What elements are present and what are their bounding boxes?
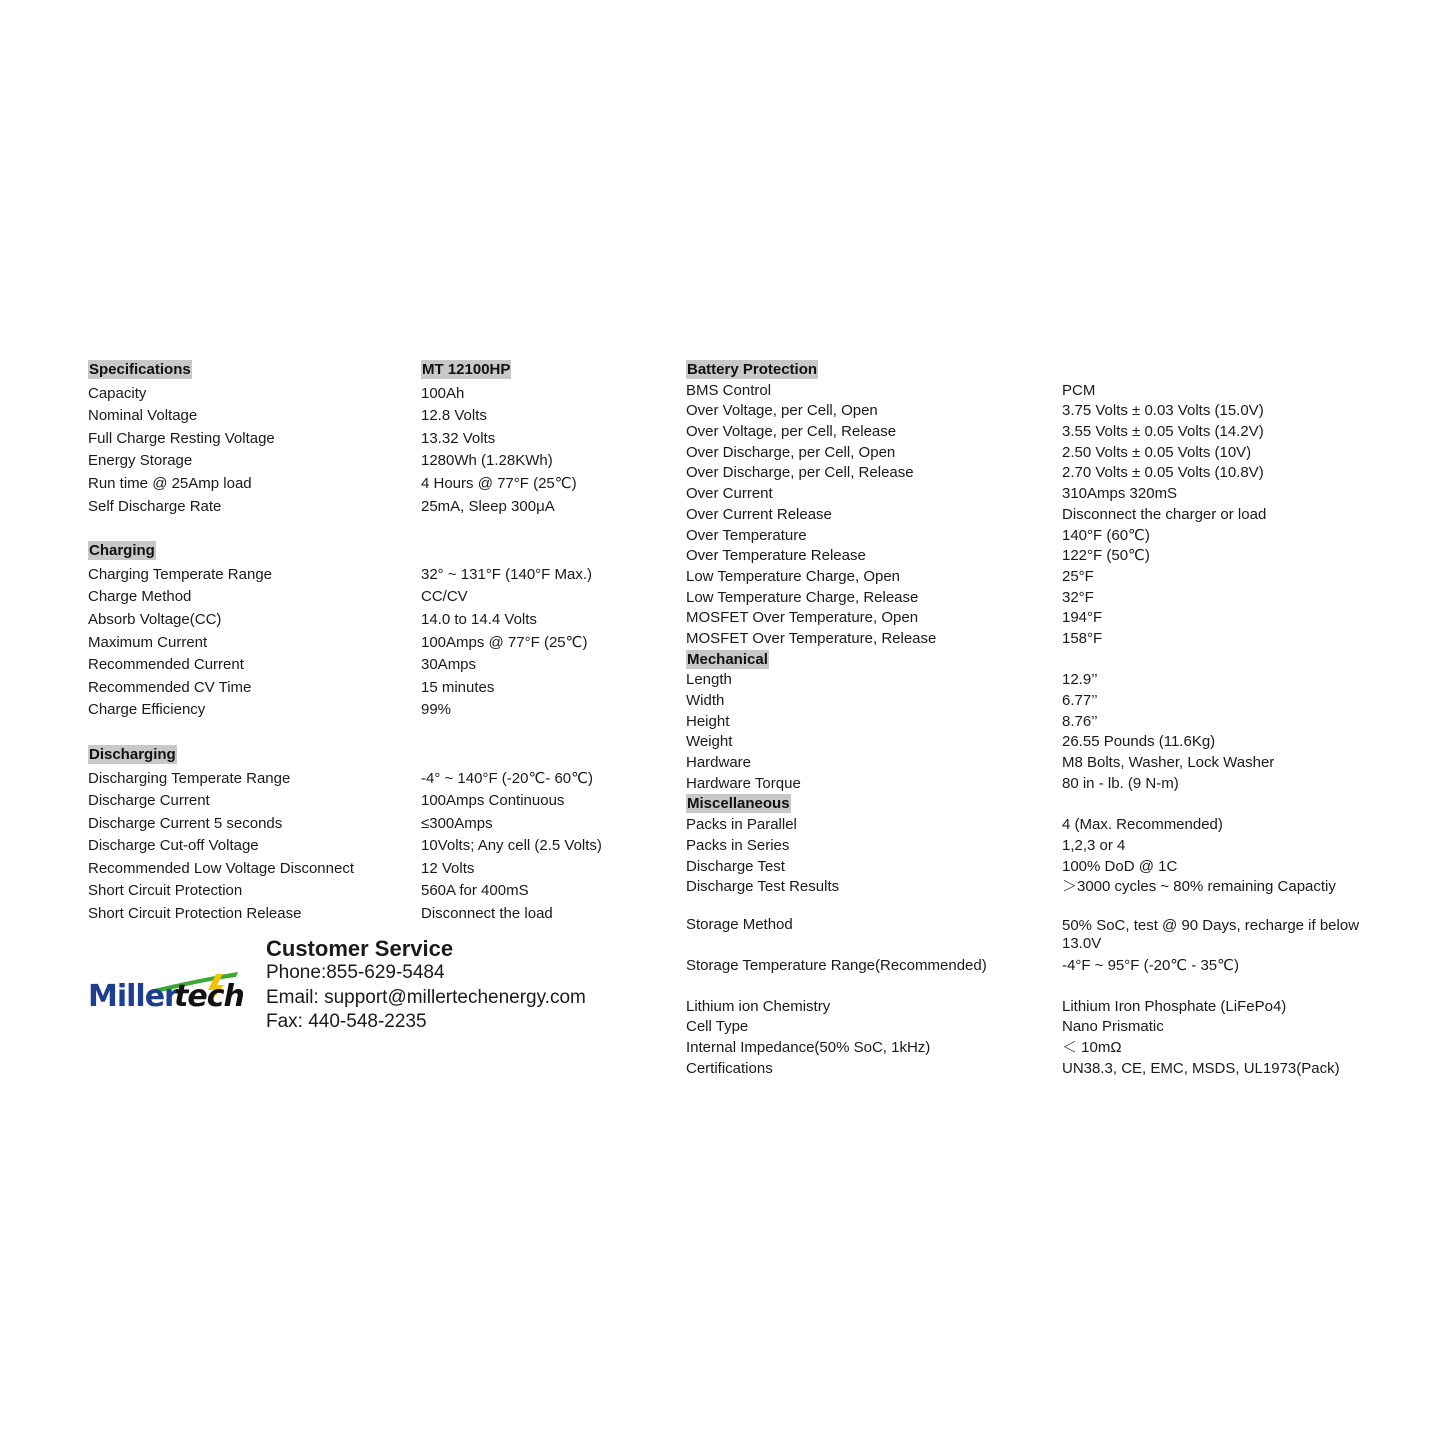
spec-row [686,381,1386,402]
spec-label: Over Discharge, per Cell, Open [686,443,896,461]
spec-label: Discharge Current 5 seconds [88,814,283,832]
battery-protection-header [686,360,1386,381]
spec-label: Weight [686,733,733,751]
logo-graphic [88,968,243,1016]
spec-label: Discharge Current [88,792,210,810]
charging-rows [88,564,648,722]
charging-header [88,541,648,564]
spec-value: 1280Wh (1.28KWh) [421,452,553,470]
customer-service-block [266,936,586,1035]
spec-row [88,632,648,655]
spec-value: 50% SoC, test @ 90 Days, recharge if below 13.0V [1062,916,1360,952]
logo-text-tech: tech [174,979,243,1014]
spec-value: 6.77’’ [1062,692,1098,709]
spec-row [88,835,648,858]
spec-value: Disconnect the load [421,905,553,923]
spec-row [88,790,648,813]
spec-value: ＜ 10mΩ [1062,1038,1122,1056]
millertech-logo [88,968,243,1016]
spec-row [88,586,648,609]
spec-row [88,677,648,700]
spec-value: 26.55 Pounds (11.6Kg) [1062,733,1216,751]
spec-row [686,915,1386,956]
spec-value: 100Ah [421,384,465,402]
spec-row [686,401,1386,422]
spec-row [686,670,1386,691]
spec-value: ＞3000 cycles ~ 80% remaining Capactiy [1062,878,1336,896]
spec-label: Over Temperature Release [686,547,866,565]
spec-value: 12.9’’ [1062,671,1098,689]
spec-row [88,699,648,722]
spec-label: Packs in Series [686,836,790,854]
mechanical-header [686,650,1386,671]
customer-service-phone: Phone:855-629-5484 [266,962,445,983]
spec-label: Hardware Torque [686,774,801,792]
spec-value: 100% DoD @ 1C [1062,857,1178,875]
spec-label: Discharge Cut-off Voltage [88,837,259,855]
mechanical-rows [686,670,1386,794]
spec-label: Over Discharge, per Cell, Release [686,464,914,482]
spec-label: Short Circuit Protection [88,882,243,900]
spec-row [88,564,648,587]
spec-row [686,629,1386,650]
spec-row [686,443,1386,464]
spec-row [88,496,648,519]
spec-row [88,654,648,677]
spec-value: UN38.3, CE, EMC, MSDS, UL1973(Pack) [1062,1059,1340,1077]
spec-label: Hardware [686,754,752,772]
miscellaneous-heading: Miscellaneous [687,795,790,813]
spec-label: Storage Method [686,915,793,933]
spec-label: Height [686,712,730,730]
spec-value: -4° ~ 140°F (-20℃- 60℃) [421,769,593,787]
spec-value: 25mA, Sleep 300μA [421,497,555,515]
spec-value: 158°F [1062,629,1103,647]
spec-label: Certifications [686,1059,773,1077]
spec-label: MOSFET Over Temperature, Release [686,629,937,647]
spec-value: -4°F ~ 95°F (-20℃ - 35℃) [1062,956,1239,974]
spec-value: 32° ~ 131°F (140°F Max.) [421,565,592,583]
spec-value: 2.50 Volts ± 0.05 Volts (10V) [1062,443,1252,461]
spec-row [686,997,1386,1018]
spec-value: 30Amps [421,656,477,674]
spec-label: Length [686,671,732,689]
spec-value: 15 minutes [421,678,495,696]
spec-value: 4 Hours @ 77°F (25℃) [421,474,577,492]
spec-row [686,877,1386,898]
spec-value: Disconnect the charger or load [1062,505,1267,523]
spec-value: 1,2,3 or 4 [1062,836,1126,854]
spec-label: Width [686,692,725,709]
spec-label: Lithium ion Chemistry [686,997,831,1015]
spec-label: Low Temperature Charge, Release [686,588,919,606]
model-heading: MT 12100HP [422,361,511,378]
spec-row [88,473,648,496]
spec-row [686,815,1386,836]
spec-value: 25°F [1062,567,1094,585]
spec-value: 14.0 to 14.4 Volts [421,610,537,628]
spec-value: 13.32 Volts [421,429,496,447]
right-spec-column [686,360,1386,1079]
spec-label: Recommended CV Time [88,678,252,696]
spec-value: 12 Volts [421,859,475,877]
spec-value: ≤300Amps [421,814,493,832]
spec-row [88,880,648,903]
spec-label: Over Voltage, per Cell, Release [686,423,897,441]
spec-value: 2.70 Volts ± 0.05 Volts (10.8V) [1062,464,1264,482]
spec-label: Packs in Parallel [686,816,797,834]
spec-value: 3.55 Volts ± 0.05 Volts (14.2V) [1062,423,1264,441]
spec-label: MOSFET Over Temperature, Open [686,609,919,627]
customer-service-fax: Fax: 440-548-2235 [266,1011,427,1032]
spec-label: Run time @ 25Amp load [88,474,252,492]
spec-label: Short Circuit Protection Release [88,905,302,923]
left-spec-column [88,360,648,926]
spec-label: Capacity [88,384,147,402]
spec-row [686,608,1386,629]
spec-value: 99% [421,701,452,719]
logo-text-miller: Miller [88,979,178,1014]
spec-value: 8.76’’ [1062,712,1098,730]
spec-row [686,753,1386,774]
spec-row [686,857,1386,878]
spec-value: 80 in - lb. (9 N-m) [1062,774,1179,792]
mechanical-heading: Mechanical [687,650,768,668]
spec-label: Over Voltage, per Cell, Open [686,402,878,420]
battery-protection-heading: Battery Protection [687,361,818,378]
spec-label: Discharge Test Results [686,878,840,896]
spec-value: 3.75 Volts ± 0.03 Volts (15.0V) [1062,402,1264,420]
spec-value: 32°F [1062,588,1094,606]
discharging-heading: Discharging [89,745,176,763]
spec-label: Discharge Test [686,857,785,875]
spec-value: 122°F (50℃) [1062,547,1150,565]
spec-row [686,691,1386,712]
spec-label: Absorb Voltage(CC) [88,610,222,628]
spec-row [686,463,1386,484]
spec-label: BMS Control [686,381,772,399]
spec-row [686,712,1386,733]
specifications-header [88,360,648,383]
spec-row [88,383,648,406]
spec-label: Over Current Release [686,505,832,523]
spec-row [88,450,648,473]
charging-heading: Charging [89,542,155,560]
spec-label: Nominal Voltage [88,407,198,425]
discharging-header [88,745,648,768]
specifications-rows [88,383,648,519]
spec-value: M8 Bolts, Washer, Lock Washer [1062,754,1275,772]
miscellaneous-header [686,794,1386,815]
spec-row [686,732,1386,753]
spec-label: Over Temperature [686,526,807,544]
spec-value: 560A for 400mS [421,882,529,900]
spec-label: Maximum Current [88,633,208,651]
spec-label: Charge Method [88,588,192,606]
spec-label: Charging Temperate Range [88,565,273,583]
spec-label: Full Charge Resting Voltage [88,429,275,447]
spec-label: Storage Temperature Range(Recommended) [686,956,987,974]
spec-label: Energy Storage [88,452,193,470]
spec-row [88,768,648,791]
spec-row [686,588,1386,609]
spec-value: PCM [1062,381,1096,399]
spec-row [686,956,1386,977]
battery-protection-rows [686,381,1386,650]
spec-label: Charge Efficiency [88,701,206,719]
spec-row [686,1017,1386,1038]
spec-label: Discharging Temperate Range [88,769,291,787]
spec-row [88,405,648,428]
spec-row [686,546,1386,567]
miscellaneous-rows [686,815,1386,898]
spec-value: 4 (Max. Recommended) [1062,816,1223,834]
spec-label: Internal Impedance(50% SoC, 1kHz) [686,1038,931,1056]
spec-row [686,1059,1386,1080]
spec-row [88,609,648,632]
customer-service-email: Email: support@millertechenergy.com [266,986,586,1008]
spec-value: Lithium Iron Phosphate (LiFePo4) [1062,997,1287,1015]
spec-value: 100Amps @ 77°F (25℃) [421,633,588,651]
spec-label: Recommended Low Voltage Disconnect [88,859,354,877]
spec-row [686,505,1386,526]
specifications-heading: Specifications [89,361,191,378]
spec-label: Cell Type [686,1018,749,1036]
spec-value: CC/CV [421,588,468,606]
spec-row [88,858,648,881]
spec-value: Nano Prismatic [1062,1018,1164,1036]
spec-label: Self Discharge Rate [88,497,222,515]
spec-value: 310Amps 320mS [1062,485,1178,503]
spec-label: Recommended Current [88,656,244,674]
spec-value: 10Volts; Any cell (2.5 Volts) [421,837,602,855]
spec-label: Over Current [686,485,773,503]
spec-row [686,422,1386,443]
spec-row [686,1038,1386,1059]
spec-label: Low Temperature Charge, Open [686,567,901,585]
spec-value: 194°F [1062,609,1103,627]
spec-value: 100Amps Continuous [421,792,565,810]
spec-row [88,903,648,926]
chemistry-rows [686,997,1386,1080]
spec-row [88,813,648,836]
discharging-rows [88,768,648,926]
spec-row [686,774,1386,795]
customer-service-title: Customer Service [266,936,454,961]
spec-value: 140°F (60℃) [1062,526,1150,544]
spec-value: 12.8 Volts [421,407,487,425]
spec-row [686,567,1386,588]
spec-row [686,484,1386,505]
spec-row [686,526,1386,547]
spec-row [88,428,648,451]
spec-row [686,836,1386,857]
